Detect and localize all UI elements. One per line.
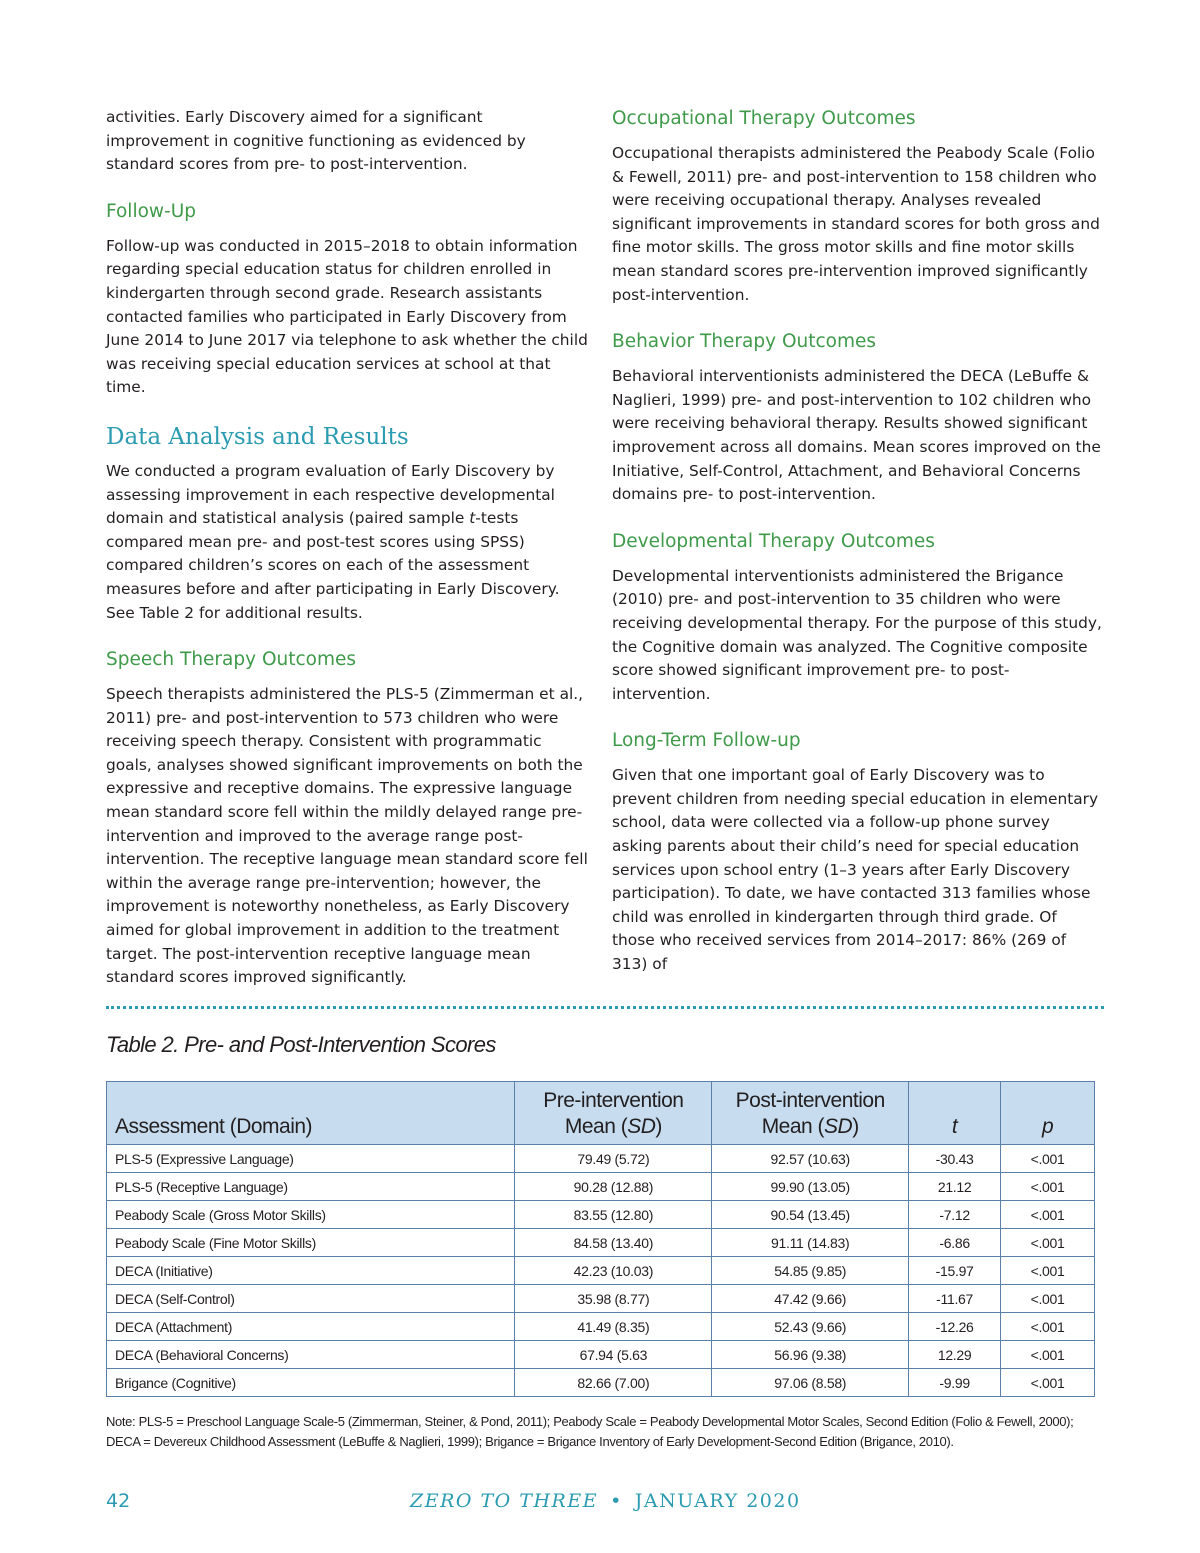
table-header-row (107, 1082, 1095, 1145)
cell-assessment: DECA (Initiative) (107, 1257, 515, 1285)
header-post (712, 1082, 909, 1145)
cell-t: 21.12 (909, 1173, 1001, 1201)
cell-post: 52.43 (9.66) (712, 1313, 909, 1341)
cell-post: 91.11 (14.83) (712, 1229, 909, 1257)
cell-post: 90.54 (13.45) (712, 1201, 909, 1229)
footer-separator: • (610, 1490, 623, 1512)
dt-heading: Developmental Therapy Outcomes (612, 530, 935, 552)
cell-p: <.001 (1001, 1257, 1095, 1285)
cell-post: 97.06 (8.58) (712, 1369, 909, 1397)
table-row (107, 1369, 1095, 1397)
cell-assessment: DECA (Behavioral Concerns) (107, 1341, 515, 1369)
cell-p: <.001 (1001, 1369, 1095, 1397)
header-pre-mean: Mean ( (564, 1115, 628, 1138)
header-p (1001, 1082, 1095, 1145)
header-pre (515, 1082, 712, 1145)
header-pre-close: ) (655, 1115, 662, 1138)
issue-date: JANUARY 2020 (634, 1490, 801, 1512)
table-row (107, 1257, 1095, 1285)
publication-footer (410, 1490, 801, 1512)
header-post-line1: Post-intervention (735, 1089, 885, 1112)
right-column (612, 106, 1102, 999)
page-number: 42 (106, 1490, 131, 1512)
analysis-heading: Data Analysis and Results (106, 423, 409, 450)
header-pre-sd: SD (627, 1115, 656, 1138)
speech-heading: Speech Therapy Outcomes (106, 649, 357, 671)
table-row (107, 1145, 1095, 1173)
header-t (909, 1082, 1001, 1145)
cell-pre: 42.23 (10.03) (515, 1257, 712, 1285)
cell-p: <.001 (1001, 1173, 1095, 1201)
ot-heading: Occupational Therapy Outcomes (612, 108, 916, 129)
header-pre-line2 (521, 1114, 705, 1140)
magazine-name: ZERO TO THREE (410, 1490, 599, 1512)
header-post-line2 (718, 1114, 902, 1140)
cell-post: 56.96 (9.38) (712, 1341, 909, 1369)
header-t-label: t (951, 1115, 958, 1138)
cell-p: <.001 (1001, 1285, 1095, 1313)
table-title: Table 2. Pre- and Post-Intervention Scores (106, 1032, 496, 1057)
cell-t: -11.67 (909, 1285, 1001, 1313)
table-row (107, 1229, 1095, 1257)
bt-heading: Behavior Therapy Outcomes (612, 331, 877, 353)
header-post-close: ) (852, 1115, 859, 1138)
cell-assessment: Brigance (Cognitive) (107, 1369, 515, 1397)
cell-p: <.001 (1001, 1341, 1095, 1369)
cell-post: 99.90 (13.05) (712, 1173, 909, 1201)
cell-assessment: PLS-5 (Expressive Language) (107, 1145, 515, 1173)
cell-t: -6.86 (909, 1229, 1001, 1257)
followup-heading: Follow-Up (106, 200, 196, 222)
analysis-paragraph (106, 460, 590, 625)
section-divider (106, 1006, 1104, 1009)
cell-pre: 67.94 (5.63 (515, 1341, 712, 1369)
header-assessment: Assessment (Domain) (107, 1082, 515, 1145)
cell-assessment: DECA (Self-Control) (107, 1285, 515, 1313)
table-row (107, 1173, 1095, 1201)
cell-p: <.001 (1001, 1145, 1095, 1173)
cell-assessment: Peabody Scale (Fine Motor Skills) (107, 1229, 515, 1257)
bt-paragraph: Behavioral interventionists administered the DECA (LeBuffe & Naglieri, 1999) pre- and post-intervention to 102 children who were receiving behavioral therapy. Results showed significant improvement across all domains. Mean scores improved on the Initiative, Self-Control, Attachment, and Behavioral Concerns domains pre- to post-intervention. (612, 367, 1101, 504)
cell-pre: 35.98 (8.77) (515, 1285, 712, 1313)
cell-t: -7.12 (909, 1201, 1001, 1229)
cell-pre: 41.49 (8.35) (515, 1313, 712, 1341)
cell-post: 92.57 (10.63) (712, 1145, 909, 1173)
table-row (107, 1341, 1095, 1369)
table-note-line1: Note: PLS-5 = Preschool Language Scale-5 (Zimmerman, Steiner, & Pond, 2011); Peabody Scale = Peabody Developmental Motor Scales, Second Edition (Folio & Fewell, 2000); (106, 1414, 1074, 1429)
header-post-sd: SD (824, 1115, 853, 1138)
cell-pre: 82.66 (7.00) (515, 1369, 712, 1397)
dt-paragraph: Developmental interventionists administered the Brigance (2010) pre- and post-intervention to 35 children who were receiving developmental therapy. For the purpose of this study, the Cognitive domain was analyzed. The Cognitive composite score showed significant improvement pre- to post-intervention. (612, 566, 1102, 703)
cell-post: 47.42 (9.66) (712, 1285, 909, 1313)
lt-heading: Long-Term Follow-up (612, 730, 801, 752)
cell-assessment: DECA (Attachment) (107, 1313, 515, 1341)
cell-t: -30.43 (909, 1145, 1001, 1173)
table-note (106, 1412, 1106, 1452)
intro-paragraph: activities. Early Discovery aimed for a significant improvement in cognitive functioning as evidenced by standard scores from pre- to post-intervention. (106, 108, 526, 174)
cell-t: -15.97 (909, 1257, 1001, 1285)
analysis-text-b: -tests compared mean pre- and post-test scores using SPSS) compared children’s scores on each of the assessment measures before and after participating in Early Discovery. See Table 2 for additional results. (106, 509, 560, 622)
table-row (107, 1201, 1095, 1229)
table-row (107, 1313, 1095, 1341)
header-post-mean: Mean ( (761, 1115, 825, 1138)
analysis-text-t: t (469, 509, 476, 528)
lt-paragraph: Given that one important goal of Early Discovery was to prevent children from needing special education in elementary school, data were collected via a follow-up phone survey asking parents about their child’s need for special education services upon school entry (1–3 years after Early Discovery participation). To date, we have contacted 313 families whose child was enrolled in kindergarten through third grade. Of those who received services from 2014–2017: 86% (269 of 313) of (612, 766, 1099, 974)
ot-paragraph: Occupational therapists administered the Peabody Scale (Folio & Fewell, 2011) pre- and post-intervention to 158 children who were receiving occupational therapy. Analyses revealed significant improvements in standard scores for both gross and fine motor skills. The gross motor skills and fine motor skills mean standard scores pre-intervention improved significantly post-intervention. (612, 144, 1100, 304)
header-p-label: p (1041, 1115, 1054, 1138)
scores-table (106, 1081, 1095, 1397)
header-pre-line1: Pre-intervention (543, 1089, 684, 1112)
cell-p: <.001 (1001, 1313, 1095, 1341)
cell-pre: 79.49 (5.72) (515, 1145, 712, 1173)
cell-p: <.001 (1001, 1229, 1095, 1257)
speech-paragraph: Speech therapists administered the PLS-5 (Zimmerman et al., 2011) pre- and post-intervention to 573 children who were receiving speech therapy. Consistent with programmatic goals, analyses showed significant improvements on both the expressive and receptive domains. The expressive language mean standard score fell within the mildly delayed range pre-intervention and improved to the average range post-intervention. The receptive language mean standard score fell within the average range pre-intervention; however, the improvement is noteworthy nonetheless, as Early Discovery aimed for global improvement in addition to the treatment target. The post-intervention receptive language mean standard scores improved significantly. (106, 685, 588, 987)
table-note-line2: DECA = Devereux Childhood Assessment (LeBuffe & Naglieri, 1999); Brigance = Brigance Inventory of Early Development-Second Edition (Brigance, 2010). (106, 1434, 954, 1449)
cell-p: <.001 (1001, 1201, 1095, 1229)
table-row (107, 1285, 1095, 1313)
cell-assessment: Peabody Scale (Gross Motor Skills) (107, 1201, 515, 1229)
cell-pre: 84.58 (13.40) (515, 1229, 712, 1257)
followup-paragraph: Follow-up was conducted in 2015–2018 to obtain information regarding special education status for children enrolled in kindergarten through second grade. Research assistants contacted families who participated in Early Discovery from June 2014 to June 2017 via telephone to ask whether the child was receiving special education services at school at that time. (106, 236, 588, 397)
cell-t: -9.99 (909, 1369, 1001, 1397)
left-column (106, 106, 590, 1012)
cell-t: -12.26 (909, 1313, 1001, 1341)
cell-t: 12.29 (909, 1341, 1001, 1369)
cell-assessment: PLS-5 (Receptive Language) (107, 1173, 515, 1201)
cell-pre: 83.55 (12.80) (515, 1201, 712, 1229)
analysis-text-a: We conducted a program evaluation of Early Discovery by assessing improvement in each respective developmental domain and statistical analysis (paired sample (106, 461, 555, 528)
cell-pre: 90.28 (12.88) (515, 1173, 712, 1201)
cell-post: 54.85 (9.85) (712, 1257, 909, 1285)
